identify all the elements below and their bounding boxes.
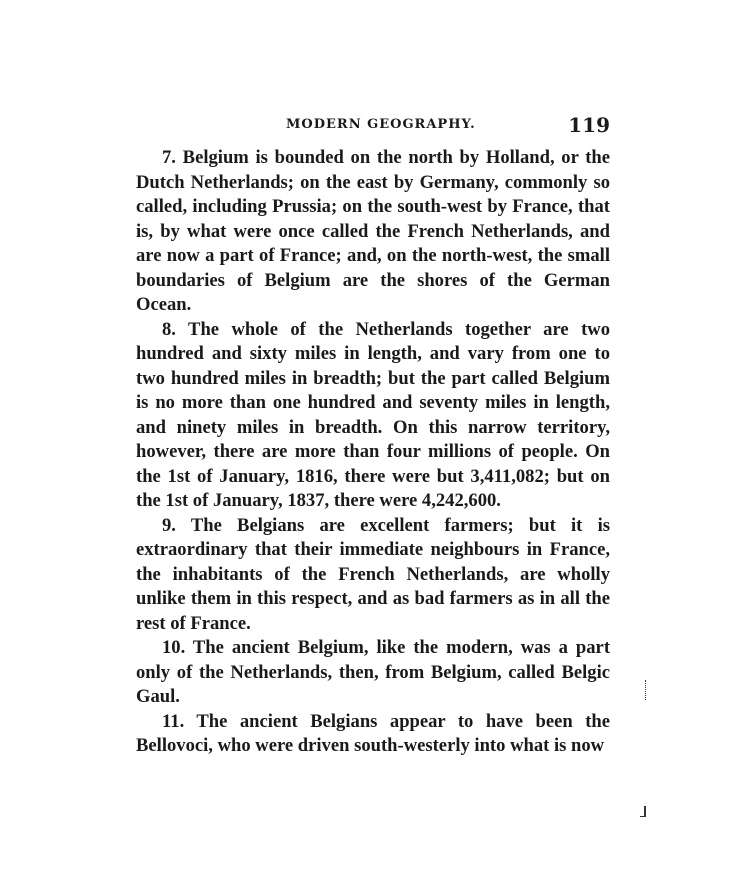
paragraph-11 [136,710,610,759]
paragraph-number: 11. [162,710,185,732]
scan-artifact-mark [645,680,648,700]
paragraph-number: 10. [162,637,186,658]
paragraph-text: Belgium is bounded on the north by Holland, or the Dutch Netherlands; on the east by Germany, commonly so called, including Prussia; on the south-west by France, that is, by what were once called the French Netherlands, and are now a part of France; and, on the north-west, the small boundaries of Belgium are the shores of the German Ocean. [136,147,611,315]
paragraph-text: The whole of the Netherlands together are two hundred and sixty miles in length, and vary from one to two hundred miles in breadth; but the part called Belgium is no more than one hundred and seventy miles in length, and ninety miles in breadth. On this narrow territory, however, there are more than four millions of people. On the 1st of January, 1816, there were but 3,411,082; but on the 1st of January, 1837, there were 4,242,600. [136,318,610,511]
scan-artifact-mark [640,806,646,817]
paragraph-number: 7. [162,147,176,168]
page-number: 119 [568,113,610,137]
paragraph-7 [136,146,610,318]
running-title: MODERN GEOGRAPHY. [286,117,476,132]
running-head [136,114,610,138]
paragraph-number: 9. [162,514,176,536]
paragraph-text: The ancient Belgium, like the modern, was a part only of the Netherlands, then, from Belgium, called Belgic Gaul. [136,637,611,707]
paragraph-10 [136,636,610,710]
paragraph-8 [136,318,610,514]
paragraph-text: The Belgians are excellent farmers; but it is extraordinary that their immediate neighbours in France, the inhabitants of the French Netherlands, are wholly unlike them in this respect, and as bad farmers as in all the rest of France. [136,514,610,634]
paragraph-number: 8. [162,318,176,340]
body-text [136,146,610,759]
paragraph-9 [136,514,610,637]
paragraph-text: The ancient Belgians appear to have been the Bellovoci, who were driven south-westerly into what is now [136,710,610,756]
